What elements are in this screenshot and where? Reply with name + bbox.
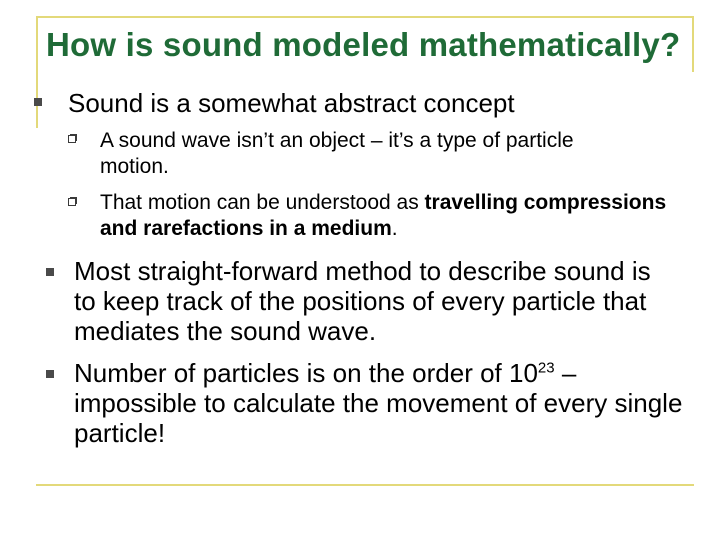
bullet-3-text bbox=[74, 358, 694, 448]
bullet-3-text-after: – impossible to calculate the movement of every single particle! bbox=[74, 358, 683, 448]
bottom-rule bbox=[36, 484, 694, 486]
bullet-3-exponent: 23 bbox=[537, 359, 555, 377]
top-rule bbox=[36, 16, 694, 18]
sub-bullet-2-text bbox=[100, 190, 670, 242]
bullet-square-icon bbox=[46, 268, 54, 276]
slide-title: How is sound modeled mathematically? bbox=[46, 26, 681, 63]
bullet-square-icon bbox=[46, 370, 54, 378]
sub-bullet-1-text: A sound wave isn’t an object – it’s a type of particle motion. bbox=[100, 129, 574, 178]
bullet-2-text: Most straight-forward method to describe sound is to keep track of the positions of every particle that mediates the sound wave. bbox=[74, 256, 651, 346]
bullet-square-icon bbox=[34, 98, 42, 106]
sub-bullet-2-text-bold: travelling compressions and rarefactions in a medium bbox=[100, 191, 667, 240]
sub-bullet-square-icon bbox=[68, 198, 76, 206]
bullet-1-text: Sound is a somewhat abstract concept bbox=[68, 88, 515, 118]
right-rule bbox=[692, 16, 694, 72]
sub-bullet-2-text-after: . bbox=[391, 217, 398, 240]
sub-bullet-2-text-before: That motion can be understood as bbox=[100, 191, 425, 214]
sub-bullet-square-icon bbox=[68, 135, 76, 143]
bullet-3-text-before: Number of particles is on the order of 10 bbox=[74, 358, 538, 388]
left-rule bbox=[36, 16, 38, 128]
